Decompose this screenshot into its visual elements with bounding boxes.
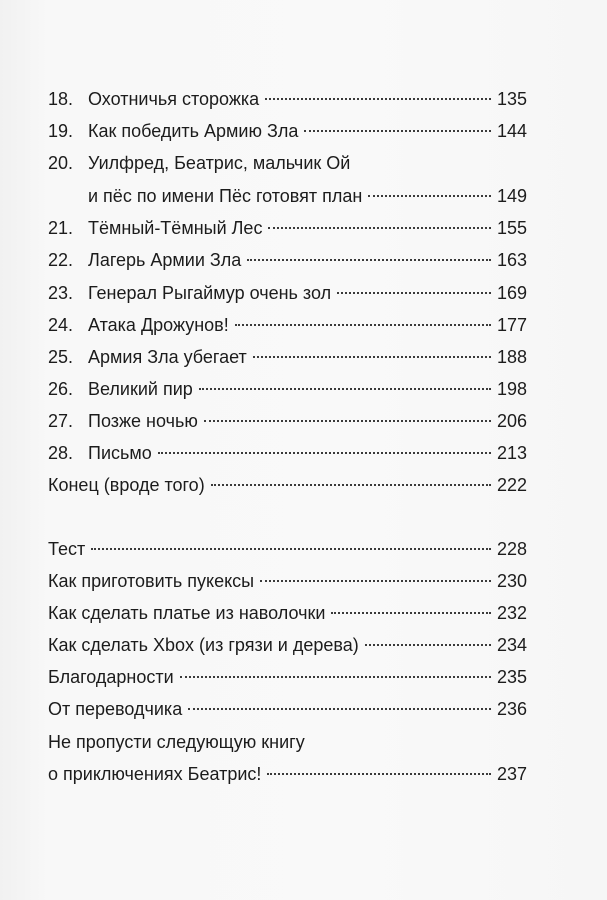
- page-number: 198: [496, 379, 527, 399]
- dot-leader: [247, 259, 491, 261]
- page-number: 163: [496, 250, 527, 270]
- chapter-title: Как победить Армию Зла: [88, 121, 299, 141]
- dot-leader: [199, 388, 491, 390]
- page-number: 206: [496, 411, 527, 431]
- dot-leader: [180, 676, 491, 678]
- toc-entry-line1: [48, 727, 527, 757]
- toc-entry-extra: [48, 694, 527, 724]
- dot-leader: [253, 356, 491, 358]
- page-number: 232: [496, 603, 527, 623]
- toc-entry: [48, 278, 527, 308]
- dot-leader: [204, 420, 491, 422]
- dot-leader: [268, 227, 491, 229]
- chapter-title: Атака Дрожунов!: [88, 315, 229, 335]
- page-number: 149: [496, 186, 527, 206]
- page-number: 234: [496, 635, 527, 655]
- chapter-title: Генерал Рыгаймур очень зол: [88, 283, 332, 303]
- entry-title: о приключениях Беатрис!: [48, 764, 262, 784]
- toc-entry-extra: [48, 598, 527, 628]
- page-number: 155: [496, 218, 527, 238]
- dot-leader: [337, 292, 491, 294]
- chapter-number: 26.: [48, 379, 74, 399]
- dot-leader: [365, 644, 491, 646]
- chapter-title: Великий пир: [88, 379, 193, 399]
- entry-title: Конец (вроде того): [48, 475, 205, 495]
- chapter-title: Лагерь Армии Зла: [88, 250, 242, 270]
- entry-title: Благодарности: [48, 667, 174, 687]
- chapter-number: 20.: [48, 153, 74, 173]
- entry-title: Как сделать Xbox (из грязи и дерева): [48, 635, 359, 655]
- page-number: 237: [496, 764, 527, 784]
- page-number: 213: [496, 443, 527, 463]
- toc-entry: [48, 342, 527, 372]
- page-number: 135: [496, 89, 527, 109]
- toc-entry: [48, 406, 527, 436]
- page-number: 228: [496, 539, 527, 559]
- toc-entry: [48, 181, 527, 211]
- dot-leader: [304, 130, 491, 132]
- toc-entry: [48, 116, 527, 146]
- toc-entry: [48, 310, 527, 340]
- chapter-number: 22.: [48, 250, 74, 270]
- chapter-title: Позже ночью: [88, 411, 198, 431]
- page-number: 235: [496, 667, 527, 687]
- chapter-number: 28.: [48, 443, 74, 463]
- dot-leader: [211, 484, 491, 486]
- dot-leader: [91, 548, 491, 550]
- page-number: 222: [496, 475, 527, 495]
- chapter-number: 27.: [48, 411, 74, 431]
- toc-entry: [48, 438, 527, 468]
- toc-entry-ending: [48, 470, 527, 500]
- dot-leader: [267, 773, 491, 775]
- toc-entry: [48, 245, 527, 275]
- page-number: 144: [496, 121, 527, 141]
- dot-leader: [260, 580, 491, 582]
- chapter-number: 21.: [48, 218, 74, 238]
- chapter-number: 19.: [48, 121, 74, 141]
- chapter-title-line1: Уилфред, Беатрис, мальчик Ой: [88, 153, 351, 173]
- toc-entry-extra: [48, 662, 527, 692]
- chapter-title: Тёмный-Тёмный Лес: [88, 218, 263, 238]
- page-number: 236: [496, 699, 527, 719]
- toc-entry: [48, 213, 527, 243]
- chapter-number: 18.: [48, 89, 74, 109]
- chapter-number: 25.: [48, 347, 74, 367]
- dot-leader: [235, 324, 491, 326]
- dot-leader: [158, 452, 491, 454]
- dot-leader: [331, 612, 491, 614]
- page-number: 230: [496, 571, 527, 591]
- entry-title: Как сделать платье из наволочки: [48, 603, 326, 623]
- chapter-number: 24.: [48, 315, 74, 335]
- toc-entry-extra: [48, 759, 527, 789]
- chapter-title: Охотничья сторожка: [88, 89, 260, 109]
- entry-title: От переводчика: [48, 699, 183, 719]
- toc-entry-extra: [48, 534, 527, 564]
- page-number: 188: [496, 347, 527, 367]
- toc-entry-extra: [48, 630, 527, 660]
- toc-entry: [48, 374, 527, 404]
- entry-title-line1: Не пропусти следующую книгу: [48, 732, 305, 752]
- dot-leader: [368, 195, 491, 197]
- chapter-title: Письмо: [88, 443, 152, 463]
- page-number: 177: [496, 315, 527, 335]
- page-number: 169: [496, 283, 527, 303]
- toc-entry-line1: [48, 148, 527, 178]
- chapter-title: и пёс по имени Пёс готовят план: [88, 186, 363, 206]
- dot-leader: [188, 708, 491, 710]
- entry-title: Тест: [48, 539, 86, 559]
- entry-title: Как приготовить пукексы: [48, 571, 255, 591]
- toc-entry-extra: [48, 566, 527, 596]
- dot-leader: [265, 98, 491, 100]
- toc-entry: [48, 84, 527, 114]
- chapter-title: Армия Зла убегает: [88, 347, 247, 367]
- chapter-number: 23.: [48, 283, 74, 303]
